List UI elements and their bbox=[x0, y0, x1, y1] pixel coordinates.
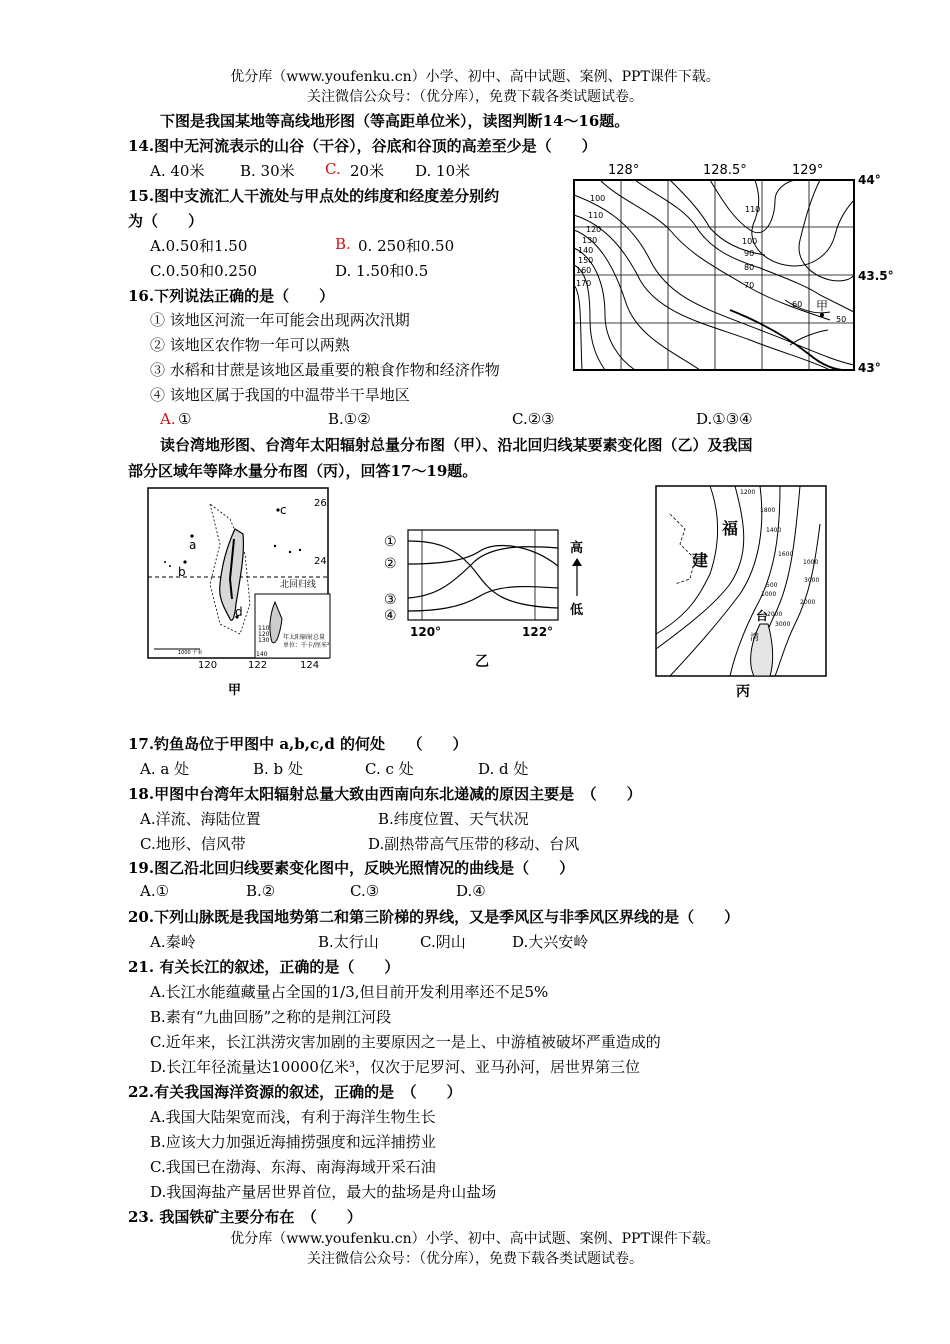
isoline-label: 3000 bbox=[775, 621, 791, 628]
q17-stem: 17.钓鱼岛位于甲图中 a,b,c,d 的何处 （ ） bbox=[128, 735, 468, 753]
q16-statement-1: ① 该地区河流一年可能会出现两次汛期 bbox=[150, 311, 410, 329]
q22-option-d: D.我国海盐产量居世界首位，最大的盐场是舟山盐场 bbox=[150, 1183, 497, 1201]
lat-26: 26 bbox=[314, 498, 327, 509]
q16-option-a-mark: A. bbox=[160, 410, 176, 428]
q16-statement-3: ③ 水稻和甘蔗是该地区最重要的粮食作物和经济作物 bbox=[150, 361, 500, 379]
contour-lon-1: 128° bbox=[608, 163, 640, 178]
q15-option-b: 0. 250和0.50 bbox=[358, 237, 455, 255]
q20-option-c: C.阴山 bbox=[420, 933, 466, 951]
intro-14-16: 下图是我国某地等高线地形图（等高距单位米），读图判断14～16题。 bbox=[160, 112, 630, 130]
contour-label: 120 bbox=[586, 225, 602, 234]
contour-label: 150 bbox=[578, 256, 594, 265]
taiwan-solar-map bbox=[140, 484, 340, 702]
q18-option-d: D.副热带高气压带的移动、台风 bbox=[368, 835, 580, 853]
isoline-label: 1000 bbox=[761, 591, 777, 598]
contour-map bbox=[560, 160, 900, 378]
curve-4 bbox=[408, 586, 558, 611]
axis-low: 低 bbox=[570, 603, 584, 618]
x-label-120: 120° bbox=[410, 625, 442, 639]
q20-option-d: D.大兴安岭 bbox=[512, 933, 589, 951]
contour-label: 160 bbox=[576, 266, 592, 275]
q16-option-d: D.①③④ bbox=[696, 410, 753, 428]
contour-label: 70 bbox=[744, 281, 755, 290]
caption-jia: 甲 bbox=[228, 683, 242, 698]
q21-stem: 21. 有关长江的叙述，正确的是（ ） bbox=[128, 958, 400, 976]
q22-option-a: A.我国大陆架宽而浅，有利于海洋生物生长 bbox=[150, 1108, 436, 1126]
inset-unit: 单位：千卡/厘米² bbox=[283, 642, 330, 649]
q18-option-a: A.洋流、海陆位置 bbox=[140, 810, 261, 828]
q15-option-a: A.0.50和1.50 bbox=[150, 237, 248, 255]
q22-option-c: C.我国已在渤海、东海、南海海域开采石油 bbox=[150, 1158, 436, 1176]
curve-1 bbox=[408, 541, 558, 608]
inset-140: 140 bbox=[256, 651, 268, 658]
isoline-label: 500 bbox=[766, 582, 778, 589]
label-fu: 福 bbox=[722, 519, 739, 538]
intro-17-19-line-1: 读台湾地形图、台湾年太阳辐射总量分布图（甲）、沿北回归线某要素变化图（乙）及我国 bbox=[160, 436, 753, 454]
lon-120: 120 bbox=[198, 660, 218, 671]
contour-label: 110 bbox=[588, 211, 604, 220]
lon-122: 122 bbox=[248, 660, 268, 671]
tropic-element-chart bbox=[380, 526, 610, 676]
x-label-122: 122° bbox=[522, 625, 554, 639]
isoline-label: 1800 bbox=[760, 507, 776, 514]
header-line-2: 关注微信公众号：（优分库），免费下载各类试题试卷。 bbox=[307, 89, 643, 105]
q14-stem: 14.图中无河流表示的山谷（干谷），谷底和谷顶的高差至少是（ ） bbox=[128, 137, 597, 155]
q20-stem: 20.下列山脉既是我国地势第二和第三阶梯的界线，又是季风区与非季风区界线的是（ ） bbox=[128, 908, 740, 926]
footer-line-2: 关注微信公众号：（优分库），免费下载各类试题试卷。 bbox=[307, 1251, 643, 1267]
isoline-label: 3000 bbox=[804, 577, 820, 584]
contour-lat-2: 43.5° bbox=[858, 269, 894, 283]
q23-stem: 23. 我国铁矿主要分布在 （ ） bbox=[128, 1208, 362, 1226]
q17-option-c: C. c 处 bbox=[365, 760, 414, 778]
q14-option-b: B. 30米 bbox=[240, 162, 295, 180]
q20-option-b: B.太行山 bbox=[318, 933, 379, 951]
precipitation-map bbox=[650, 484, 835, 702]
q16-option-a: ① bbox=[178, 410, 192, 428]
q14-option-c: 20米 bbox=[350, 162, 385, 180]
caption-yi: 乙 bbox=[475, 654, 489, 670]
q15-option-c: C.0.50和0.250 bbox=[150, 262, 258, 280]
q14-option-a: A. 40米 bbox=[150, 162, 205, 180]
point-d: d bbox=[235, 605, 243, 619]
q21-option-d: D.长江年径流量达10000亿米³，仅次于尼罗河、亚马孙河，居世界第三位 bbox=[150, 1058, 640, 1076]
inset-note: 年太阳辐射总量 bbox=[283, 634, 326, 641]
label-tai: 台 bbox=[756, 609, 769, 623]
q16-option-b: B.①② bbox=[328, 410, 371, 428]
q16-option-c: C.②③ bbox=[512, 410, 555, 428]
q19-option-c: C.③ bbox=[350, 882, 380, 900]
contour-lon-2: 128.5° bbox=[703, 163, 747, 178]
lon-124: 124 bbox=[300, 660, 320, 671]
isoline-label: 2000 bbox=[767, 611, 783, 618]
q22-stem: 22.有关我国海洋资源的叙述，正确的是 （ ） bbox=[128, 1083, 462, 1101]
contour-label: 140 bbox=[578, 246, 594, 255]
q19-option-a: A.① bbox=[140, 882, 170, 900]
isoline-label: 1600 bbox=[778, 551, 794, 558]
q17-option-d: D. d 处 bbox=[478, 760, 529, 778]
q19-option-b: B.② bbox=[246, 882, 276, 900]
contour-lat-3: 43° bbox=[858, 361, 881, 375]
footer-line-1: 优分库（www.youfenku.cn）小学、初中、高中试题、案例、PPT课件下载。 bbox=[230, 1231, 720, 1247]
contour-label: 110 bbox=[745, 205, 761, 214]
inset-130: 130 bbox=[258, 637, 270, 644]
q15-option-d: D. 1.50和0.5 bbox=[335, 262, 429, 280]
intro-17-19-line-2: 部分区域年等降水量分布图（丙），回答17～19题。 bbox=[128, 462, 478, 480]
curve-3 bbox=[408, 547, 558, 598]
point-c: c bbox=[280, 503, 287, 517]
q14-option-c-mark: C. bbox=[325, 160, 341, 178]
q16-statement-2: ② 该地区农作物一年可以两熟 bbox=[150, 336, 350, 354]
q16-statement-4: ④ 该地区属于我国的中温带半干旱地区 bbox=[150, 386, 410, 404]
q18-stem: 18.甲图中台湾年太阳辐射总量大致由西南向东北递减的原因主要是 （ ） bbox=[128, 785, 642, 803]
inset-110: 110 bbox=[258, 625, 270, 632]
q16-stem: 16.下列说法正确的是（ ） bbox=[128, 287, 335, 305]
contour-label: 130 bbox=[582, 236, 598, 245]
contour-lat-1: 44° bbox=[858, 173, 881, 187]
contour-label: 90 bbox=[744, 249, 755, 258]
curve-label-1: ① bbox=[384, 534, 397, 550]
q19-stem: 19.图乙沿北回归线要素变化图中，反映光照情况的曲线是（ ） bbox=[128, 859, 575, 877]
q22-option-b: B.应该大力加强近海捕捞强度和远洋捕捞业 bbox=[150, 1133, 436, 1151]
q21-option-b: B.素有“九曲回肠”之称的是荆江河段 bbox=[150, 1008, 392, 1026]
q21-option-c: C.近年来，长江洪涝灾害加剧的主要原因之一是上、中游植被破坏严重造成的 bbox=[150, 1033, 661, 1051]
q17-option-a: A. a 处 bbox=[140, 760, 190, 778]
contour-label: 170 bbox=[576, 279, 592, 288]
contour-label: 100 bbox=[742, 237, 758, 246]
isoline-label: 1400 bbox=[766, 527, 782, 534]
curve-label-3: ③ bbox=[384, 592, 397, 608]
q18-option-b: B.纬度位置、天气状况 bbox=[378, 810, 529, 828]
isoline-label: 1000 bbox=[803, 559, 819, 566]
contour-point-jia: 甲 bbox=[816, 299, 829, 313]
q20-option-a: A.秦岭 bbox=[150, 933, 196, 951]
axis-high: 高 bbox=[570, 541, 584, 556]
caption-bing: 丙 bbox=[736, 684, 750, 700]
q18-option-c: C.地形、信风带 bbox=[140, 835, 246, 853]
q19-option-d: D.④ bbox=[456, 882, 486, 900]
contour-label: 100 bbox=[590, 194, 606, 203]
tropic-label: 北回归线 bbox=[280, 580, 317, 590]
point-a: a bbox=[189, 538, 197, 552]
label-wan: 湾 bbox=[750, 633, 760, 643]
contour-label: 60 bbox=[792, 300, 803, 309]
contour-lon-3: 129° bbox=[792, 163, 824, 178]
lat-24: 24 bbox=[314, 556, 327, 567]
q15-stem-1: 15.图中支流汇人干流处与甲点处的纬度和经度差分别约 bbox=[128, 187, 500, 205]
scale-label: 1000 千米 bbox=[178, 650, 203, 656]
isoline-label: 1200 bbox=[740, 489, 756, 496]
contour-label: 80 bbox=[744, 263, 755, 272]
q17-option-b: B. b 处 bbox=[253, 760, 303, 778]
curve-label-2: ② bbox=[384, 556, 397, 572]
label-jian: 建 bbox=[692, 551, 709, 570]
isoline-label: 2000 bbox=[800, 599, 816, 606]
q15-option-b-mark: B. bbox=[335, 235, 351, 253]
q21-option-a: A.长江水能蕴藏量占全国的1/3,但目前开发利用率还不足5% bbox=[150, 983, 549, 1001]
contour-label: 50 bbox=[836, 315, 847, 324]
q15-stem-2: 为（ ） bbox=[128, 212, 204, 230]
point-b: b bbox=[178, 565, 186, 579]
q14-option-d: D. 10米 bbox=[415, 162, 471, 180]
header-line-1: 优分库（www.youfenku.cn）小学、初中、高中试题、案例、PPT课件下载。 bbox=[230, 69, 720, 85]
curve-label-4: ④ bbox=[384, 608, 397, 624]
inset-120: 120 bbox=[258, 631, 270, 638]
